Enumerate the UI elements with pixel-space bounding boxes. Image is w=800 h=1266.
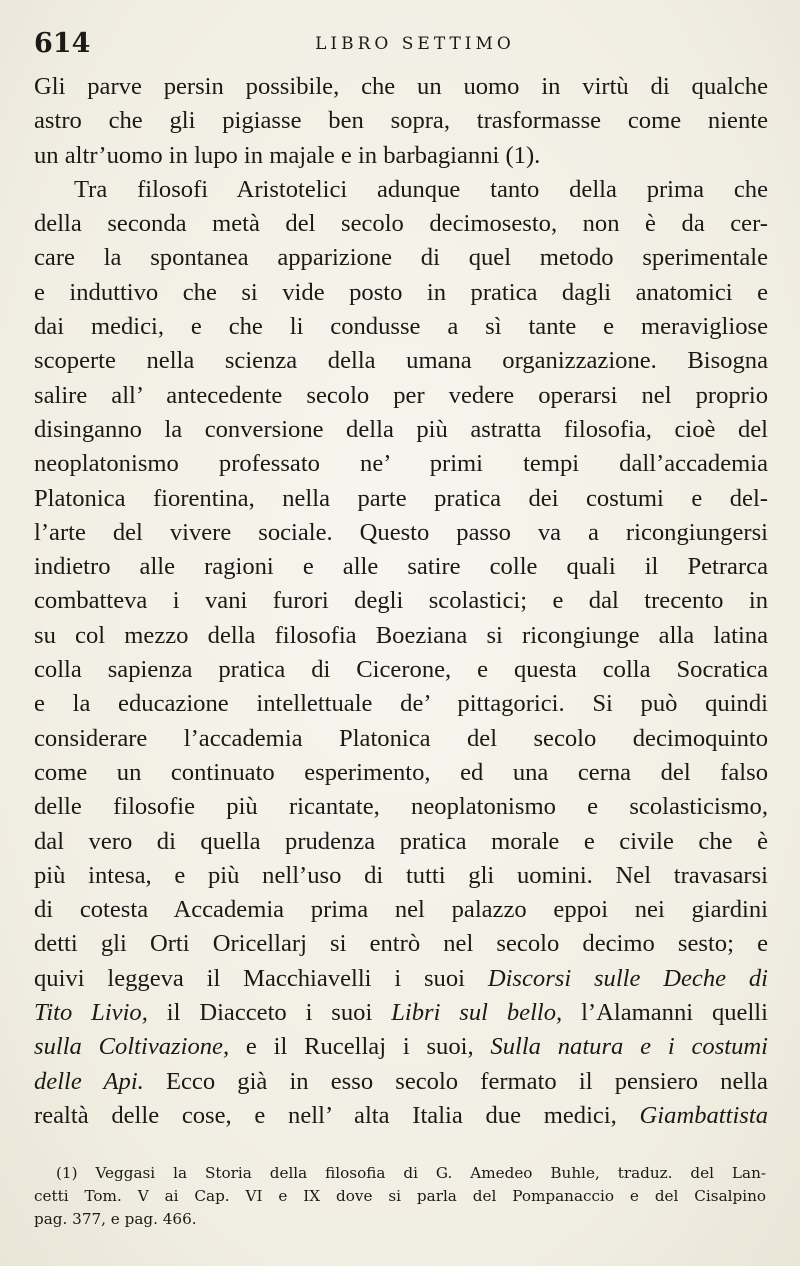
running-head: LIBRO SETTIMO — [315, 34, 515, 54]
text-line: salire all’ antecedente secolo per vedere operarsi nel proprio — [34, 381, 768, 409]
text-line: più intesa, e più nell’uso di tutti gli uomini. Nel travasarsi — [34, 861, 768, 889]
footnote — [34, 1162, 766, 1231]
text-line — [34, 1030, 768, 1064]
text-line: delle filosofie più ricantate, neoplatonismo e scolasticismo, — [34, 793, 768, 821]
text-line: astro che gli pigiasse ben sopra, trasformasse come niente — [34, 107, 768, 135]
text-line: neoplatonismo professato ne’ primi tempi dall’accademia — [34, 450, 768, 478]
footnote-line: (1) Veggasi la Storia della filosofia di G. Amedeo Buhle, traduz. del Lan- — [56, 1164, 766, 1182]
text-line: e induttivo che si vide posto in pratica dagli anatomici e — [34, 278, 768, 306]
text-line: Gli parve persin possibile, che un uomo in virtù di qualche — [34, 73, 768, 100]
text-line: Platonica fiorentina, nella parte pratica dei costumi e del- — [34, 484, 768, 512]
text-line — [34, 962, 768, 996]
text-fragment: quivi leggeva il Macchiavelli i suoi — [34, 964, 465, 992]
italic-title-sulla-natura: Sulla natura e i costumi — [490, 1033, 768, 1061]
italic-name-giambattista: Giambattista — [639, 1101, 768, 1129]
text-line: e la educazione intellettuale de’ pittagorici. Si può quindi — [34, 690, 768, 718]
italic-title-coltivazione: sulla Coltivazione, — [34, 1033, 230, 1061]
italic-title-libri-sul-bello: Libri sul bello, — [391, 999, 563, 1027]
bleed-through-area — [34, 1090, 768, 1130]
italic-title-api: delle Api. — [34, 1067, 144, 1095]
page-header — [34, 28, 766, 64]
italic-title-tito-livio: Tito Livio, — [34, 999, 148, 1027]
text-line: combatteva i vani furori degli scolastici; e dal trecento in — [34, 587, 768, 615]
body-text — [34, 70, 768, 1133]
bleed-through-decoration — [34, 1090, 768, 1120]
text-line: come un continuato esperimento, ed una cerna del falso — [34, 758, 768, 786]
text-line — [34, 996, 768, 1030]
text-fragment: il Diacceto i suoi — [166, 999, 373, 1027]
text-line: detti gli Orti Oricellarj si entrò nel secolo decimo sesto; e — [34, 930, 768, 958]
italic-title-discorsi: Discorsi sulle Deche di — [487, 964, 768, 992]
footnote-line: pag. 377, e pag. 466. — [34, 1210, 197, 1228]
text-fragment: e il Rucellaj i suoi, — [245, 1033, 474, 1061]
text-line: della seconda metà del secolo decimosesto, non è da cer- — [34, 210, 768, 238]
text-line: colla sapienza pratica di Cicerone, e questa colla Socratica — [34, 656, 768, 684]
text-line: dai medici, e che li condusse a sì tante e meravigliose — [34, 313, 768, 341]
text-line: care la spontanea apparizione di quel metodo sperimentale — [34, 244, 768, 272]
text-fragment: l’Alamanni quelli — [581, 999, 768, 1027]
footnote-line: cetti Tom. V ai Cap. VI e IX dove si parla del Pompanaccio e del Cisalpino — [34, 1187, 766, 1205]
text-line: di cotesta Accademia prima nel palazzo eppoi nei giardini — [34, 896, 768, 924]
text-line: dal vero di quella prudenza pratica morale e civile che è — [34, 827, 768, 855]
text-line: indietro alle ragioni e alle satire colle quali il Petrarca — [34, 553, 768, 581]
text-line: un altr’uomo in lupo in majale e in barbagianni (1). — [34, 141, 541, 169]
text-line: disinganno la conversione della più astratta filosofia, cioè del — [34, 415, 768, 443]
text-fragment: realtà delle cose, e nell’ alta Italia due medici, — [34, 1101, 617, 1129]
page-number: 614 — [34, 28, 91, 59]
text-line: l’arte del vivere sociale. Questo passo va a ricongiungersi — [34, 518, 768, 546]
text-line: Tra filosofi Aristotelici adunque tanto della prima che — [74, 175, 768, 203]
text-line: scoperte nella scienza della umana organizzazione. Bisogna — [34, 347, 768, 375]
text-line: su col mezzo della filosofia Boeziana si ricongiunge alla latina — [34, 621, 768, 649]
text-line: considerare l’accademia Platonica del secolo decimoquinto — [34, 724, 768, 752]
text-fragment: Ecco già in esso secolo fermato il pensiero nella — [165, 1067, 768, 1095]
